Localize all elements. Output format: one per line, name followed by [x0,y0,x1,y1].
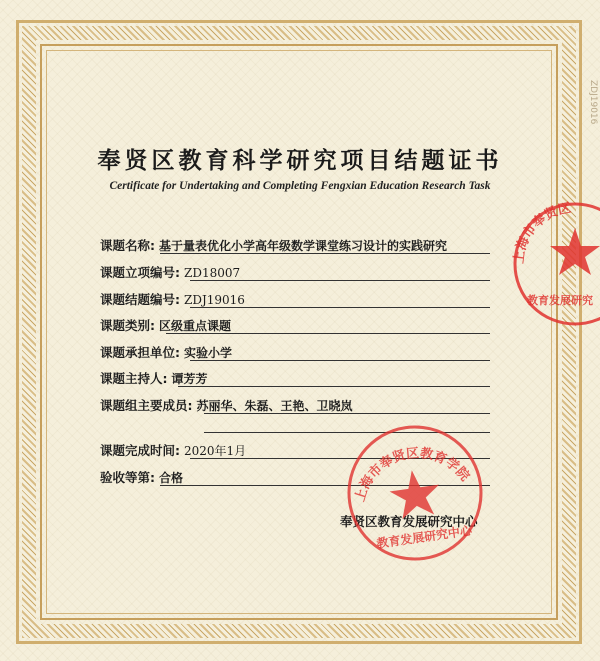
side-mark: ZDJ19016 [588,80,598,125]
seal-bottom-text: 教育发展研究 [527,294,593,307]
field-value: 实验小学 [184,346,233,360]
seal-top-text: 上海市奉贤区教育学院 [352,446,473,504]
seal-top-text: 上海市奉贤区 [511,200,573,265]
certificate-title: 奉贤区教育科学研究项目结题证书 [97,147,503,174]
underline [190,280,490,281]
field-category [100,316,231,334]
field-label: 课题类别: [100,318,155,333]
underline [204,413,490,414]
field-completion-time [100,441,246,459]
field-value: 苏丽华、朱磊、王艳、卫晓岚 [196,399,353,413]
underline [160,253,490,254]
certificate-subtitle: Certificate for Undertaking and Completing Fengxian Education Research Task [109,180,491,192]
field-value: 区级重点课题 [159,319,232,333]
field-label: 课题组主要成员: [100,398,193,413]
field-members [100,396,353,414]
field-value: 2020年1月 [184,444,247,458]
issuer-name: 奉贤区教育发展研究中心 [340,514,478,529]
field-label: 课题主持人: [100,371,168,386]
right-seal [505,198,600,328]
field-label: 课题结题编号: [100,292,180,307]
underline [178,386,490,387]
field-unit [100,343,232,361]
center-seal [340,418,490,568]
field-value: ZD18007 [184,266,241,280]
field-approval-number [100,263,240,281]
field-label: 验收等第: [100,470,155,485]
underline [166,333,490,334]
field-label: 课题承担单位: [100,345,180,360]
field-label: 课题完成时间: [100,443,180,458]
field-value: 合格 [159,471,184,485]
field-label: 课题立项编号: [100,265,180,280]
field-topic-name [100,236,447,254]
field-completion-number [100,290,245,308]
field-value: ZDJ19016 [184,293,245,307]
underline [190,307,490,308]
field-value: 谭芳芳 [171,372,208,386]
field-host [100,369,208,387]
underline [190,360,490,361]
field-grade [100,468,183,486]
field-label: 课题名称: [100,238,155,253]
field-value: 基于量表优化小学高年级数学课堂练习设计的实践研究 [159,239,448,253]
seal-bottom-text: 教育发展研究中心 [375,523,473,551]
